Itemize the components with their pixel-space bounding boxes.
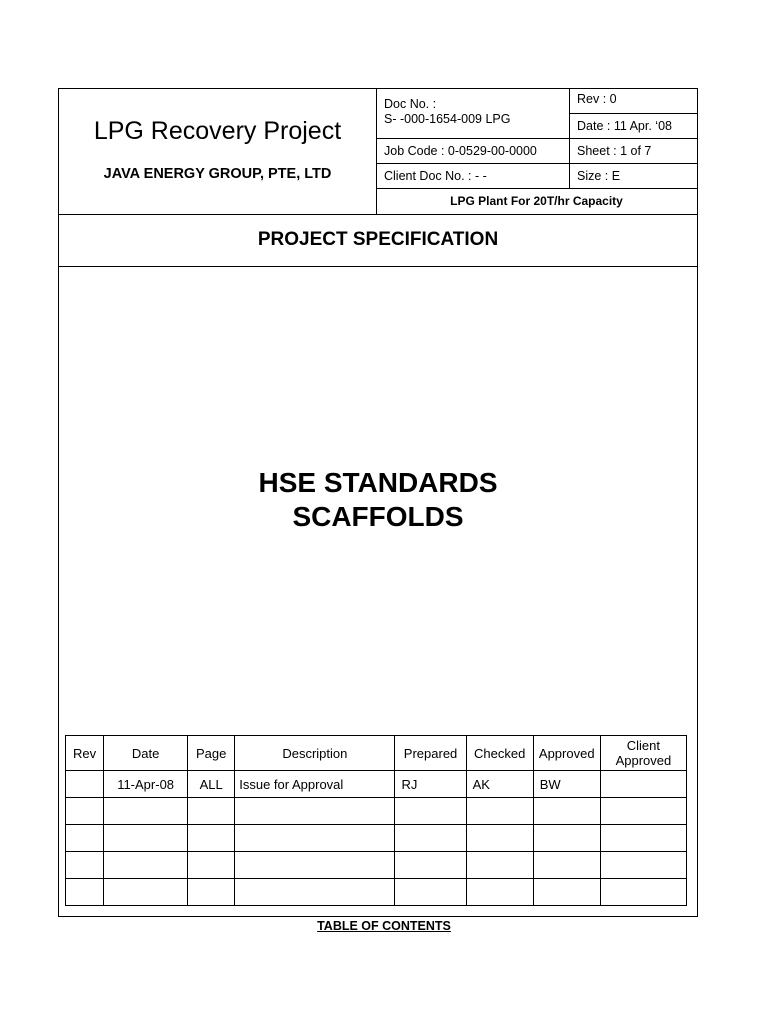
col-rev: Rev (66, 736, 104, 771)
cover-sheet-frame (58, 88, 698, 917)
size-cell: Size : E (569, 164, 697, 189)
col-checked: Checked (466, 736, 533, 771)
cell-prepared (395, 852, 466, 879)
company-name: JAVA ENERGY GROUP, PTE, LTD (103, 166, 332, 182)
cell-page: ALL (188, 771, 235, 798)
cell-client-approved (600, 825, 686, 852)
cell-approved: BW (533, 771, 600, 798)
cell-date (104, 825, 188, 852)
cell-page (188, 879, 235, 906)
col-date: Date (104, 736, 188, 771)
cell-prepared (395, 879, 466, 906)
cell-client-approved (600, 852, 686, 879)
cell-checked (466, 825, 533, 852)
doc-no-label: Doc No. : (384, 97, 437, 111)
cell-prepared (395, 825, 466, 852)
cell-rev (66, 879, 104, 906)
cell-description (235, 852, 395, 879)
rev-cell: Rev : 0 (569, 89, 697, 114)
table-of-contents-heading: TABLE OF CONTENTS (317, 919, 451, 933)
cell-approved (533, 879, 600, 906)
cell-rev (66, 852, 104, 879)
cell-approved (533, 825, 600, 852)
title-line-1: HSE STANDARDS (258, 467, 498, 498)
cell-rev (66, 798, 104, 825)
cell-date (104, 852, 188, 879)
plant-capacity: LPG Plant For 20T/hr Capacity (450, 194, 623, 208)
cell-date (104, 798, 188, 825)
title-block (59, 89, 377, 214)
doc-no-cell (376, 89, 569, 139)
col-description: Description (235, 736, 395, 771)
col-client-approved: Client Approved (600, 736, 686, 771)
job-code-cell: Job Code : 0-0529-00-0000 (376, 139, 569, 164)
cell-rev (66, 825, 104, 852)
cell-description (235, 879, 395, 906)
table-row (66, 852, 687, 879)
cell-description: Issue for Approval (235, 771, 395, 798)
document-title (59, 466, 697, 534)
client-doc-cell: Client Doc No. : - - (376, 164, 569, 189)
cell-page (188, 825, 235, 852)
cell-checked: AK (466, 771, 533, 798)
cell-checked (466, 852, 533, 879)
cell-rev (66, 771, 104, 798)
cell-approved (533, 798, 600, 825)
col-page: Page (188, 736, 235, 771)
cell-page (188, 852, 235, 879)
title-header (59, 89, 697, 215)
cell-client-approved (600, 771, 686, 798)
doc-no-value: S- -000-1654-009 LPG (384, 112, 511, 126)
title-line-2: SCAFFOLDS (292, 501, 464, 532)
cell-date: 11-Apr-08 (104, 771, 188, 798)
document-meta (376, 89, 697, 214)
table-row (66, 879, 687, 906)
cell-client-approved (600, 798, 686, 825)
cell-client-approved (600, 879, 686, 906)
cell-checked (466, 798, 533, 825)
project-title: LPG Recovery Project (93, 117, 342, 145)
cell-date (104, 879, 188, 906)
cell-description (235, 798, 395, 825)
date-cell: Date : 11 Apr. ‘08 (569, 114, 697, 139)
cell-description (235, 825, 395, 852)
sheet-cell: Sheet : 1 of 7 (569, 139, 697, 164)
revision-table-header (66, 736, 687, 771)
table-row (66, 825, 687, 852)
cell-checked (466, 879, 533, 906)
cell-page (188, 798, 235, 825)
spec-title: PROJECT SPECIFICATION (59, 214, 697, 267)
cell-approved (533, 852, 600, 879)
col-prepared: Prepared (395, 736, 466, 771)
revision-table (65, 735, 687, 906)
cell-prepared: RJ (395, 771, 466, 798)
table-row (66, 798, 687, 825)
table-row (66, 771, 687, 798)
col-approved: Approved (533, 736, 600, 771)
cell-prepared (395, 798, 466, 825)
